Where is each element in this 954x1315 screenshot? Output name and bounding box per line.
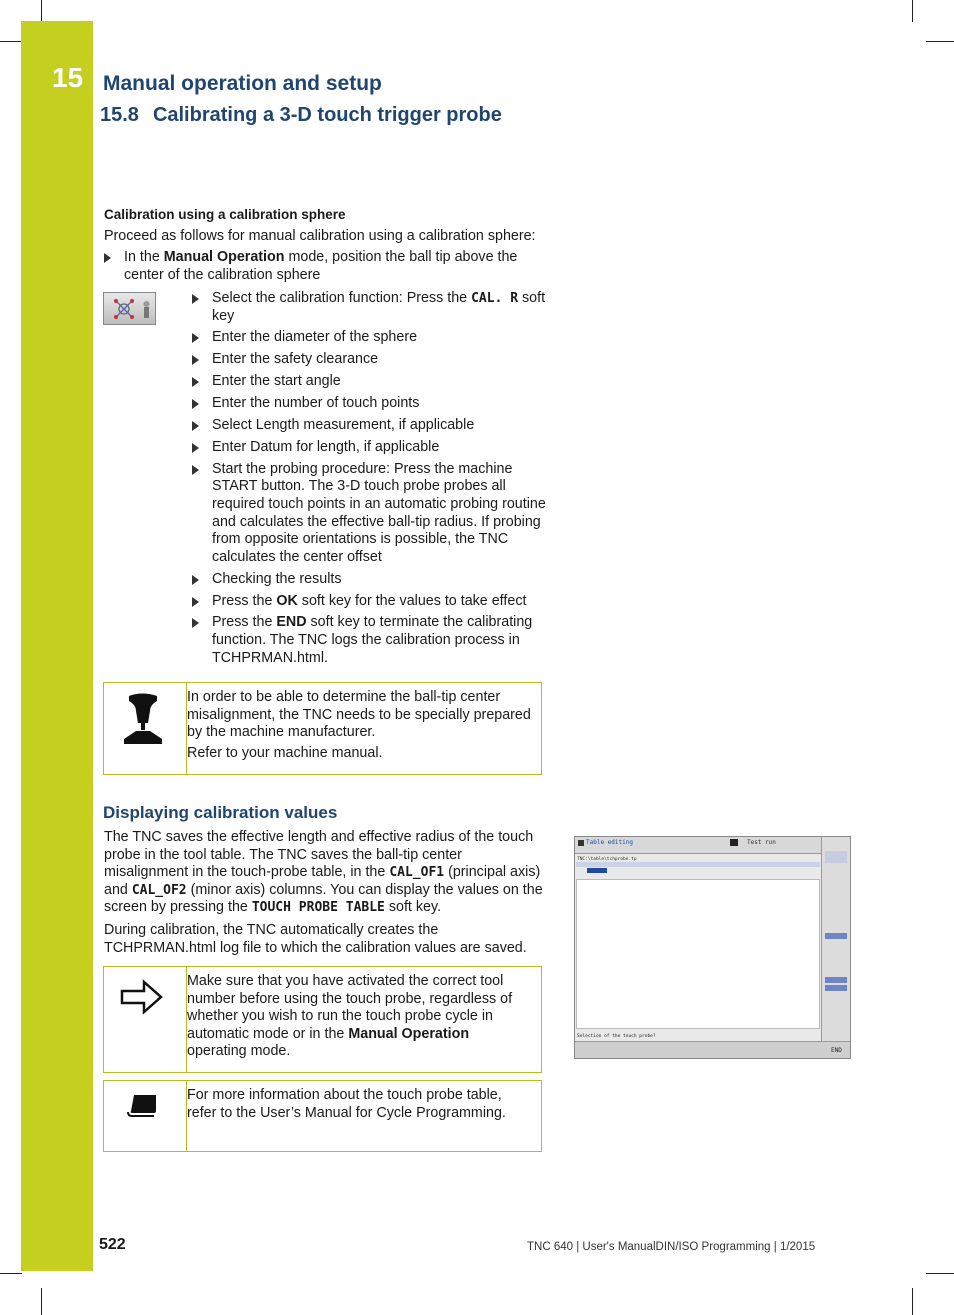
step-item: Enter the diameter of the sphere: [212, 329, 547, 347]
bullet-triangle-icon: [192, 294, 199, 304]
bullet-triangle-icon: [192, 355, 199, 365]
note-icon-column: [104, 967, 187, 1072]
crop-mark: [926, 41, 954, 42]
step-item: Press the OK soft key for the values to take effect: [212, 593, 547, 611]
chapter-number: 15: [52, 62, 84, 93]
display-paragraph-2: During calibration, the TNC automatically creates the TCHPRMAN.html log file to which the calibration values are saved.: [104, 922, 527, 956]
crop-mark: [0, 1273, 22, 1274]
step-item: Enter Datum for length, if applicable: [212, 439, 547, 457]
cal-r-softkey-icon: [103, 292, 156, 325]
footer-text: TNC 640 | User's ManualDIN/ISO Programming | 1/2015: [527, 1241, 816, 1253]
crop-mark: [41, 1288, 42, 1315]
step-item: Checking the results: [212, 571, 547, 589]
note-icon-column: [104, 1081, 187, 1151]
bullet-triangle-icon: [192, 399, 199, 409]
chapter-sidebar: [21, 21, 93, 1271]
bullet-triangle-icon: [192, 333, 199, 343]
step-item: Press the END soft key to terminate the calibrating function. The TNC logs the calibration process in TCHPRMAN.html.: [212, 614, 547, 667]
crop-mark: [0, 41, 22, 42]
step-item: Select the calibration function: Press the CAL. R soft key: [212, 290, 547, 325]
page-number: 522: [99, 1236, 126, 1253]
calibration-intro: Proceed as follows for manual calibration using a calibration sphere:: [104, 228, 536, 244]
note-machine-box: [103, 682, 542, 775]
bullet-triangle-icon: [192, 618, 199, 628]
tnc-screenshot: [574, 836, 851, 1059]
screen-path: TNC:\table\tchprobe.tp: [577, 857, 637, 862]
crop-mark: [912, 0, 913, 22]
screen-title: Table editing: [586, 839, 633, 846]
first-bullet-text-end: mode, position the ball tip above the center of the calibration sphere: [124, 249, 518, 283]
step-item: Enter the start angle: [212, 373, 547, 391]
bullet-triangle-icon: [192, 575, 199, 585]
screen-status: Selection of the touch probe?: [577, 1034, 656, 1039]
note-info-text: For more information about the touch probe table, refer to the User’s Manual for Cycle Programming.: [187, 1087, 506, 1121]
note-machine-line1: In order to be able to determine the ball-tip center misalignment, the TNC needs to be specially prepared by the machine manufacturer.: [187, 689, 531, 741]
first-bullet-text: In the: [124, 249, 164, 265]
note-tip-text: Make sure that you have activated the correct tool number before using the touch probe, regardless of whether you wish to run the touch probe cycle in automatic mode or in the Manual Operation operating mode.: [187, 973, 513, 1060]
display-paragraph-1: The TNC saves the effective length and effective radius of the touch probe in the tool table. The TNC saves the ball-tip center misalignment in the touch-probe table, in the CAL_OF1 (principal axis) and CAL_OF2 (minor axis) columns. You can display the values on the screen by pressing the TOUCH PROBE TABLE soft key.: [104, 829, 543, 916]
section-number: 15.8: [100, 104, 139, 126]
book-icon: [104, 1081, 186, 1151]
display-heading: Displaying calibration values: [103, 803, 338, 822]
bullet-triangle-icon: [192, 597, 199, 607]
section-title-text: Calibrating a 3-D touch trigger probe: [152, 104, 502, 126]
bullet-triangle-icon: [192, 443, 199, 453]
note-tip-box: [103, 966, 542, 1073]
bullet-triangle-icon: [192, 465, 199, 475]
crop-mark: [912, 1288, 913, 1315]
crop-mark: [926, 1273, 954, 1274]
hand-warning-icon: [104, 683, 186, 774]
step-item: Enter the safety clearance: [212, 351, 547, 369]
bullet-triangle-icon: [192, 421, 199, 431]
note-machine-text: [187, 689, 532, 762]
note-machine-line2: Refer to your machine manual.: [187, 744, 383, 761]
first-bullet-bold: Manual Operation: [163, 249, 285, 265]
step-item: Enter the number of touch points: [212, 395, 547, 413]
note-icon-column: [104, 683, 187, 774]
calibration-subheading: Calibration using a calibration sphere: [104, 207, 346, 222]
crop-mark: [41, 0, 42, 22]
screen-mode: Test run: [747, 839, 776, 846]
note-info-box: [103, 1080, 542, 1152]
calibration-steps: [212, 290, 547, 672]
section-title: [100, 104, 502, 127]
step-item: Select Length measurement, if applicable: [212, 417, 547, 435]
chapter-title: Manual operation and setup: [103, 72, 382, 95]
step-item: Start the probing procedure: Press the machine START button. The 3-D touch probe probes all required touch points in an automatic probing routine and calculates the effective ball-tip radius. If probing from opposite orientations is possible, the TNC calculates the center offset: [212, 461, 547, 567]
bullet-triangle-icon: [192, 377, 199, 387]
arrow-right-icon: [104, 967, 186, 1072]
first-bullet: [124, 249, 544, 284]
bullet-triangle-icon: [104, 253, 111, 263]
end-softkey: END: [831, 1047, 842, 1054]
